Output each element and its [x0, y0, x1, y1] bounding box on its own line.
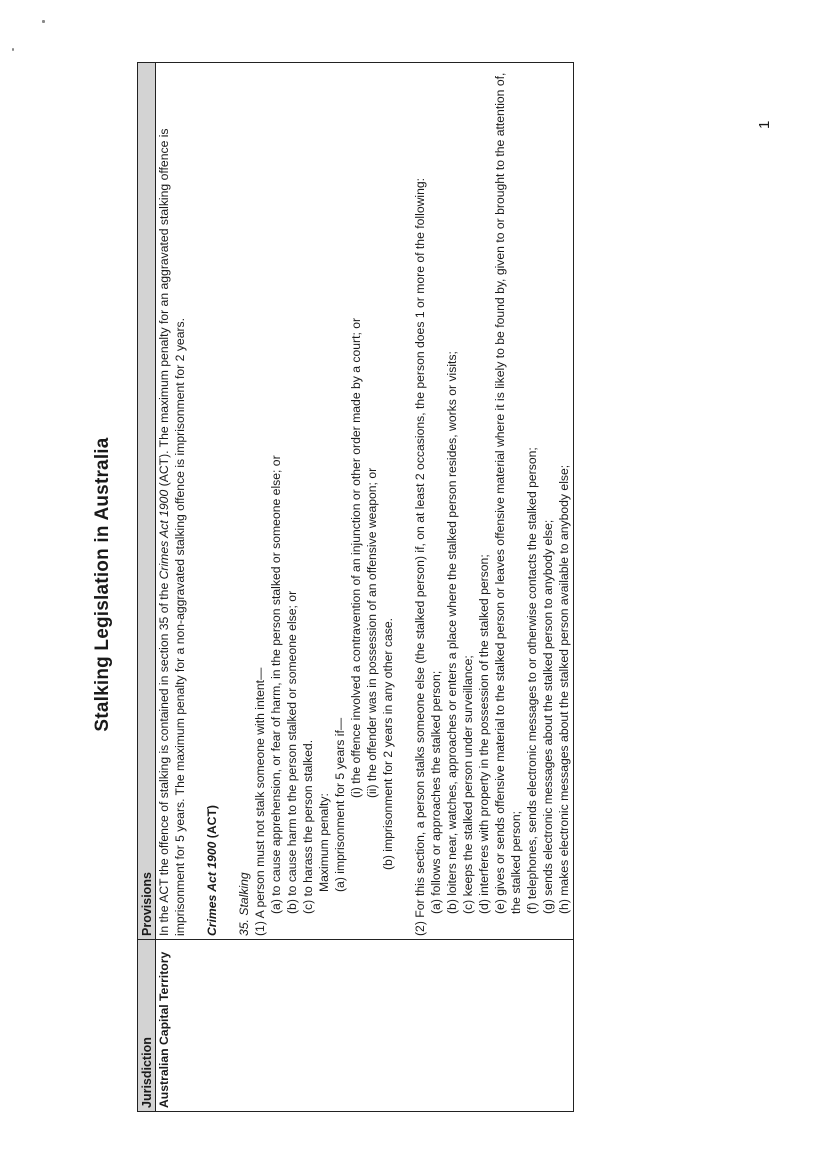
provisions-cell	[156, 63, 574, 940]
page-number: 1	[756, 120, 773, 129]
subsection-1b: (b) to cause harm to the person stalked or someone else; or	[285, 590, 299, 914]
scan-speck	[42, 20, 45, 23]
subsection-2: (2) For this section, a person stalks someone else (the stalked person) if, on at least 2 occasions, the person does 1 or more of the following:	[413, 177, 427, 936]
subsection-2e: (e) gives or sends offensive material to the stalked person or leaves offensive material where it is likely to be found by, given to or brought to the attention of, the stalked person;	[493, 72, 523, 914]
section-heading: 35. Stalking	[237, 872, 251, 936]
intro-paragraph: In the ACT the offence of stalking is contained in section 35 of the Crimes Act 1900 (ACT). The maximum penalty for an aggravated stalking offence is imprisonment for 5 years. The maximum penalty for a non-aggravated stalking offence is imprisonment for 2 years.	[157, 128, 187, 936]
subsection-2f: (f) telephones, sends electronic messages to or otherwise contacts the stalked person;	[525, 447, 539, 914]
subsection-1: (1) A person must not stalk someone with intent—	[253, 667, 267, 936]
penalty-a-ii: (ii) the offender was in possession of an offensive weapon; or	[365, 467, 379, 798]
table-row	[156, 63, 574, 1112]
subsection-2d: (d) interferes with property in the possession of the stalked person;	[477, 554, 491, 914]
subsection-1a: (a) to cause apprehension, or fear of harm, in the person stalked or someone else; or	[269, 455, 283, 914]
act-name: Crimes Act 1900	[157, 489, 171, 580]
subsection-2g: (g) sends electronic messages about the stalked person to anybody else;	[541, 519, 555, 914]
jurisdiction-cell: Australian Capital Territory	[156, 940, 574, 1112]
subsection-2c: (c) keeps the stalked person under surveillance;	[461, 655, 475, 914]
legislation-table	[137, 62, 574, 1112]
page-title: Stalking Legislation in Australia	[92, 437, 113, 732]
table-header-row	[138, 63, 156, 1112]
subsection-2h: (h) makes electronic messages about the stalked person available to anybody else;	[557, 464, 571, 914]
act-title: Crimes Act 1900 (ACT)	[205, 805, 219, 936]
penalty-a: (a) imprisonment for 5 years if—	[333, 717, 347, 892]
penalty-a-i: (i) the offence involved a contravention of an injunction or other order made by a court; or	[349, 317, 363, 798]
max-penalty-label: Maximum penalty:	[317, 793, 331, 892]
jurisdiction-header: Jurisdiction	[138, 940, 156, 1112]
subsection-2a: (a) follows or approaches the stalked person;	[429, 670, 443, 914]
provisions-header: Provisions	[138, 63, 156, 940]
scan-speck	[12, 48, 14, 51]
subsection-1c: (c) to harass the person stalked.	[301, 739, 315, 914]
subsection-2b: (b) loiters near, watches, approaches or enters a place where the stalked person resides, works or visits;	[445, 351, 459, 914]
penalty-b: (b) imprisonment for 2 years in any other case.	[381, 618, 395, 870]
